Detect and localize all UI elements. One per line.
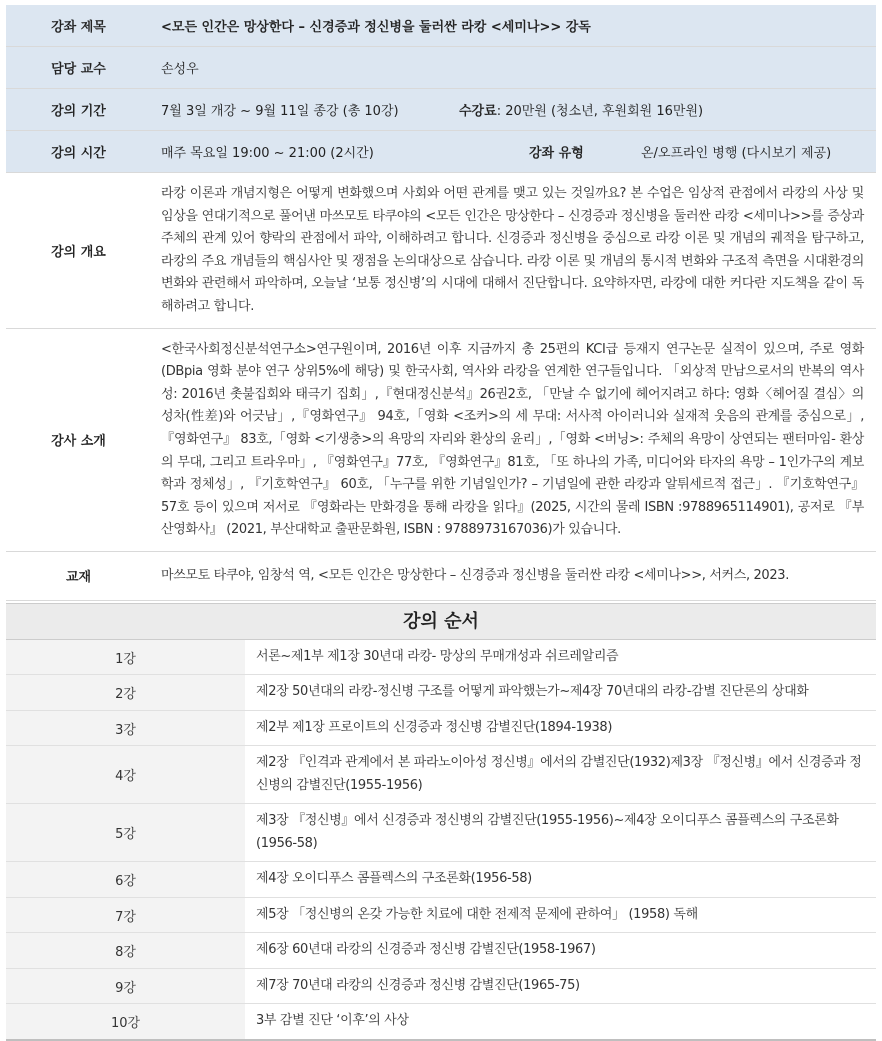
textbook-row (6, 551, 876, 600)
lecture-number: 5강 (6, 804, 245, 862)
course-title: <모든 인간은 망상한다 – 신경증과 정신병을 둘러싼 라캉 <세미나>> 강독 (151, 5, 876, 47)
time-value: 매주 목요일 19:00 ~ 21:00 (2시간) (161, 146, 374, 161)
lecture-desc: 3부 감별 진단 ‘이후’의 사상 (245, 1004, 876, 1040)
table-row (6, 897, 876, 933)
schedule-title: 강의 순서 (6, 603, 876, 640)
title-row (6, 5, 876, 47)
fee-label: 수강료 (459, 104, 497, 119)
overview-label: 강의 개요 (6, 173, 151, 329)
table-row (6, 968, 876, 1004)
table-row (6, 862, 876, 898)
lecture-number: 4강 (6, 746, 245, 804)
lecture-number: 3강 (6, 710, 245, 746)
instructor-label: 강사 소개 (6, 328, 151, 551)
lecture-number: 9강 (6, 968, 245, 1004)
table-row (6, 933, 876, 969)
lecture-desc: 제6장 60년대 라캉의 신경증과 정신병 감별진단(1958-1967) (245, 933, 876, 969)
period-label: 강의 기간 (6, 89, 151, 131)
overview-text: 라캉 이론과 개념지형은 어떻게 변화했으며 사회와 어떤 관계를 맺고 있는 것일까요? 본 수업은 임상적 관점에서 라캉의 사상 및 임상을 연대기적으로 풀어낸 마쓰모토 타쿠야의 <모든 인간은 망상한다 – 신경증과 정신병을 둘러싼 라캉 <세미나>>를 증상과 주체의 관계 있어 향락의 관점에서 파악, 이해하려고 합니다. 신경증과 정신병을 중심으로 라캉 이론 및 개념의 궤적을 탐구하고, 라캉의 주요 개념들의 핵심사안 및 쟁점을 논의대상으로 삼습니다. 라캉 이론 및 개념의 통시적 변화와 구조적 측면을 시대환경의 변화와 관련해서 파악하며, 오늘날 ‘보통 정신병’의 시대에 대해서 진단합니다. 요약하자면, 라캉에 대한 커다란 지도책을 같이 독해하려고 합니다. (151, 173, 876, 329)
type-value: 온/오프라인 병행 (다시보기 제공) (641, 146, 832, 161)
schedule-table (6, 640, 876, 1041)
time-row (6, 131, 876, 173)
table-row (6, 746, 876, 804)
professor-row (6, 47, 876, 89)
lecture-desc: 제3장 『정신병』에서 신경증과 정신병의 감별진단(1955-1956)~제4장 오이디푸스 콤플렉스의 구조론화(1956-58) (245, 804, 876, 862)
table-row (6, 675, 876, 711)
professor-name: 손성우 (151, 47, 876, 89)
textbook-value: 마쓰모토 타쿠야, 임창석 역, <모든 인간은 망상한다 – 신경증과 정신병을 둘러싼 라캉 <세미나>>, 서커스, 2023. (151, 551, 876, 600)
lecture-number: 1강 (6, 640, 245, 675)
lecture-desc: 제2장 50년대의 라캉-정신병 구조를 어떻게 파악했는가~제4장 70년대의 라캉-감별 진단론의 상대화 (245, 675, 876, 711)
lecture-number: 2강 (6, 675, 245, 711)
table-row (6, 804, 876, 862)
fee-value: : 20만원 (청소년, 후원회원 16만원) (496, 104, 704, 119)
instructor-text: <한국사회정신분석연구소>연구원이며, 2016년 이후 지금까지 총 25편의 KCI급 등재지 연구논문 실적이 있으며, 주로 영화(DBpia 영화 분야 연구 상위5%에 해당) 및 한국사회, 역사와 라캉을 연계한 연구들입니다. 「외상적 만남으로서의 반복의 역사성: 2016년 촛불집회와 태극기 집회」,『현대정신분석』26권2호, 「만날 수 없기에 헤어지려고 하다: 영화〈헤어질 결심〉의 성차(性差)와 어긋남」,『영화연구』 94호,「영화 <조커>의 세 무대: 서사적 아이러니와 실재적 웃음의 관계를 중심으로」, 『영화연구』 83호,「영화 <기생충>의 욕망의 자리와 환상의 윤리」,「영화 <버닝>: 주체의 욕망이 상연되는 팬터마임- 환상의 무대, 그리고 트라우마」, 『영화연구』77호, 『영화연구』81호, 「또 하나의 가족, 미디어와 타자의 욕망 – 1인가구의 계보학과 정체성」, 『기호학연구』 60호, 「누구를 위한 기념일인가? – 기념일에 관한 라캉과 알튀세르적 접근」. 『기호학연구』57호 등이 있으며 저서로 『영화라는 만화경을 통해 라캉을 읽다』(2025, 시간의 물레 ISBN :9788965114901), 공저로 『부산영화사』 (2021, 부산대학교 출판문화원, ISBN : 9788973167036)가 있습니다. (151, 328, 876, 551)
lecture-number: 6강 (6, 862, 245, 898)
time-label: 강의 시간 (6, 131, 151, 173)
overview-row (6, 173, 876, 329)
table-row (6, 710, 876, 746)
course-info-table (6, 5, 876, 601)
lecture-number: 7강 (6, 897, 245, 933)
professor-label: 담당 교수 (6, 47, 151, 89)
textbook-label: 교재 (6, 551, 151, 600)
lecture-desc: 서론~제1부 제1장 30년대 라캉- 망상의 무매개성과 쉬르레알리즘 (245, 640, 876, 675)
title-label: 강좌 제목 (6, 5, 151, 47)
lecture-number: 10강 (6, 1004, 245, 1040)
type-label: 강좌 유형 (529, 146, 584, 161)
lecture-desc: 제2부 제1장 프로이트의 신경증과 정신병 감별진단(1894-1938) (245, 710, 876, 746)
course-page (6, 0, 876, 1041)
table-row (6, 640, 876, 675)
instructor-row (6, 328, 876, 551)
lecture-desc: 제7장 70년대 라캉의 신경증과 정신병 감별진단(1965-75) (245, 968, 876, 1004)
lecture-desc: 제4장 오이디푸스 콤플렉스의 구조론화(1956-58) (245, 862, 876, 898)
table-row (6, 1004, 876, 1040)
period-value: 7월 3일 개강 ~ 9월 11일 종강 (총 10강) (161, 104, 399, 119)
lecture-desc: 제2장 『인격과 관계에서 본 파라노이아성 정신병』에서의 감별진단(1932)제3장 『정신병』에서 신경증과 정신병의 감별진단(1955-1956) (245, 746, 876, 804)
lecture-number: 8강 (6, 933, 245, 969)
lecture-desc: 제5장 「정신병의 온갖 가능한 치료에 대한 전제적 문제에 관하여」 (1958) 독해 (245, 897, 876, 933)
period-row (6, 89, 876, 131)
